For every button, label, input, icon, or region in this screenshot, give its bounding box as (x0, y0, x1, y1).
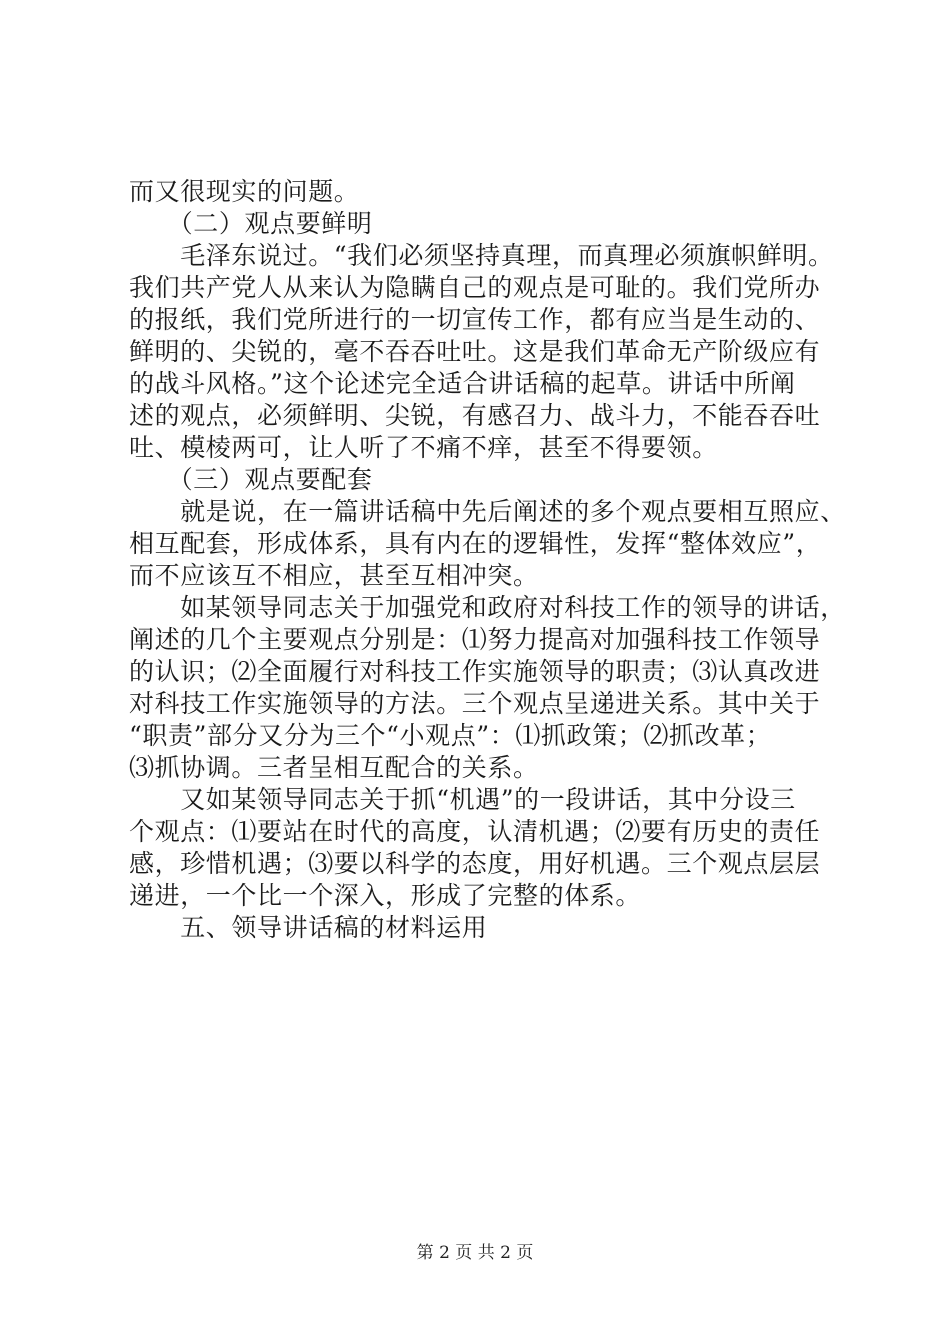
section-heading: （二）观点要鲜明 (129, 209, 373, 238)
body-text-line: 个观点：⑴要站在时代的高度，认清机遇；⑵要有历史的责任 (129, 817, 821, 846)
body-text-line: 如某领导同志关于加强党和政府对科技工作的领导的讲话， (129, 593, 846, 622)
body-text-line: 而又很现实的问题。 (129, 177, 360, 206)
body-text-line: 毛泽东说过。“我们必须坚持真理，而真理必须旗帜鲜明。 (129, 241, 834, 270)
body-text-line: 感，珍惜机遇；⑶要以科学的态度，用好机遇。三个观点层层 (129, 849, 821, 878)
body-text-line: 吐、模棱两可，让人听了不痛不痒，甚至不得要领。 (129, 433, 718, 462)
body-text-line: 的认识；⑵全面履行对科技工作实施领导的职责；⑶认真改进 (129, 657, 821, 686)
section-heading: （三）观点要配套 (129, 465, 373, 494)
body-text-line: 鲜明的、尖锐的，毫不吞吞吐吐。这是我们革命无产阶级应有 (129, 337, 821, 366)
body-text-line: 对科技工作实施领导的方法。三个观点呈递进关系。其中关于 (129, 689, 821, 718)
body-text-line: ⑶抓协调。三者呈相互配合的关系。 (129, 753, 539, 782)
body-text-line: 又如某领导同志关于抓“机遇”的一段讲话，其中分设三 (129, 785, 796, 814)
body-text-line: 阐述的几个主要观点分别是：⑴努力提高对加强科技工作领导 (129, 625, 821, 654)
body-text-line: 就是说，在一篇讲话稿中先后阐述的多个观点要相互照应、 (129, 497, 846, 526)
page-number-footer: 第 2 页 共 2 页 (416, 1243, 534, 1263)
body-text-line: 递进，一个比一个深入，形成了完整的体系。 (129, 881, 642, 910)
body-text-line: 的战斗风格。”这个论述完全适合讲话稿的起草。讲话中所阐 (129, 369, 796, 398)
body-text-line: 我们共产党人从来认为隐瞒自己的观点是可耻的。我们党所办 (129, 273, 821, 302)
body-text-line: 的报纸，我们党所进行的一切宣传工作，都有应当是生动的、 (129, 305, 821, 334)
section-heading: 五、领导讲话稿的材料运用 (129, 913, 488, 942)
body-text-line: 而不应该互不相应，甚至互相冲突。 (129, 561, 539, 590)
body-text-line: 相互配套，形成体系，具有内在的逻辑性，发挥“整体效应”， (129, 529, 822, 558)
body-text-line: “职责”部分又分为三个“小观点”：⑴抓政策；⑵抓改革； (129, 721, 772, 750)
body-text-line: 述的观点，必须鲜明、尖锐，有感召力、战斗力，不能吞吞吐 (129, 401, 821, 430)
